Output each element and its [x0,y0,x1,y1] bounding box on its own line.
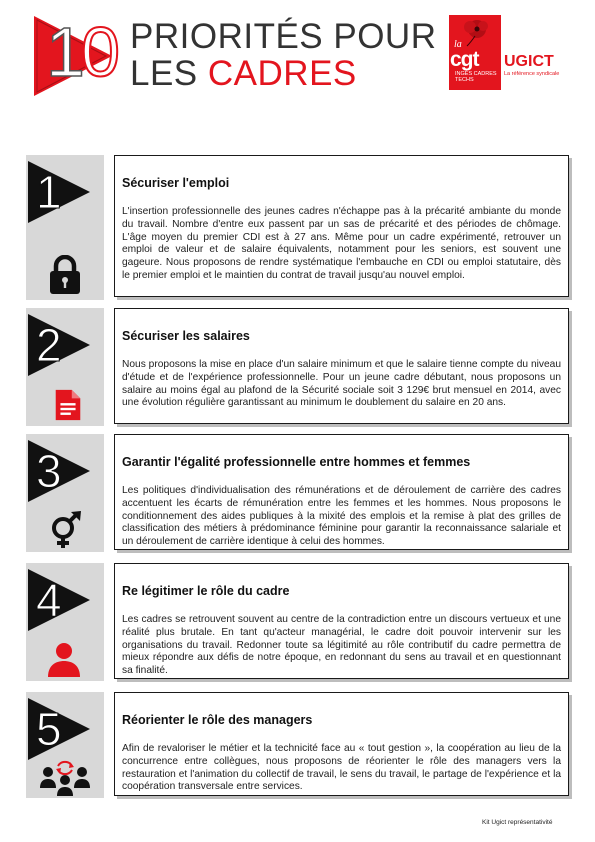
priority-body: Les politiques d'individualisation des rémunérations et de déroulement de carrière des cadres accentuent les écarts de rémunération entre les femmes et les hommes. Nous proposons le conditionnement des aides publiques à la mixité des emplois et la remise à plat des grilles de classification des métiers à prédominance féminine pour garantir la reconnaissance salariale et un déroulement de carrière identique à celui des hommes. [122,485,561,548]
priority-row-4 [26,563,569,681]
number-panel [26,563,104,681]
page-title-line2 [130,55,436,92]
document-icon [53,388,83,422]
priority-card [114,563,569,679]
page-title-highlight: CADRES [207,54,357,93]
number-panel [26,155,104,300]
priority-row-2 [26,308,569,426]
logo-tagline: La référence syndicale [504,71,560,77]
cgt-ugict-logo [449,15,567,90]
priority-title: Réorienter le rôle des managers [122,713,313,727]
priority-title: Garantir l'égalité professionnelle entre hommes et femmes [122,455,471,469]
priority-card [114,308,569,424]
logo-la: la [454,39,462,50]
logo-ugict: UGICT [504,53,554,70]
page-title-prefix: LES [130,54,208,93]
page-title [130,18,436,92]
priority-title: Sécuriser les salaires [122,329,250,343]
priority-card [114,692,569,796]
priority-row-5 [26,692,569,798]
header-number-zero: 0 [80,13,116,91]
priority-number: 5 [36,703,62,755]
priority-row-3 [26,434,569,552]
priority-row-1 [26,155,569,300]
priority-title: Sécuriser l'emploi [122,176,230,190]
priority-body: Les cadres se retrouvent souvent au centre de la contradiction entre un discours vertueux et une réalité plus brutale. En tant qu'acteur managérial, le cadre doit pouvoir intervenir sur les organisations du travail. Redonner toute sa légitimité au rôle contributif du cadre permettra de mieux répondre aux défis de notre époque, en redonnant du sens au travail et en questionnant sa finalité. [122,614,561,677]
priority-body: L'insertion professionnelle des jeunes cadres n'échappe pas à la précarité ambiante du monde du travail. Nombre d'entre eux passent par un sas de précarité et des périodes de chômage. L'âge moyen du premier CDI est à 27 ans. Même pour un cadre expérimenté, retrouver un emploi de valeur et de salaire équivalents, notamment pour les seniors, est souvent une gageure. Nous proposons de rendre systématique l'embauche en CDI ou emploi statutaire, dès le premier emploi et le maintien du contrat de travail jusqu'au nouvel emploi. [122,206,561,281]
number-panel [26,434,104,552]
header-number-one: 1 [46,13,81,91]
priority-body: Afin de revaloriser le métier et la technicité face au « tout gestion », la coopération au lieu de la concurrence entre collègues, nous proposons de réorienter le rôle des managers vers la restauration et l'animation du collectif de travail, le sens du travail, le partage de l'expérience et la coopération transversale entre services. [122,743,561,793]
footer-note: Kit Ugict représentativité [482,819,553,826]
priority-title: Re légitimer le rôle du cadre [122,584,290,598]
priority-body: Nous proposons la mise en place d'un salaire minimum et que le salaire tienne compte du niveau d'étude et de l'expérience professionnelle. Pour un jeune cadre débutant, nous proposons un salaire au moins égal au plafond de la Sécurité sociale soit 3 129€ brut mensuel en 2014, avec une évolution régulière garantissant au minimum le doublement du salaire en 20 ans. [122,359,561,409]
priority-number: 3 [36,445,62,497]
team-exchange-icon [38,758,92,796]
priority-number: 1 [36,166,62,218]
priority-number: 2 [36,319,62,371]
page-title-line1: PRIORITÉS POUR [130,17,437,56]
logo-subtitle: INGÉS CADRES TECHS [455,71,497,83]
number-panel [26,308,104,426]
priority-number: 4 [36,574,62,626]
priority-card [114,155,569,297]
number-panel [26,692,104,798]
gender-equality-icon [47,510,83,550]
padlock-icon [47,255,83,295]
header-number [46,12,116,92]
logo-cgt: cgt [450,48,479,71]
person-icon [44,639,84,679]
priority-card [114,434,569,550]
